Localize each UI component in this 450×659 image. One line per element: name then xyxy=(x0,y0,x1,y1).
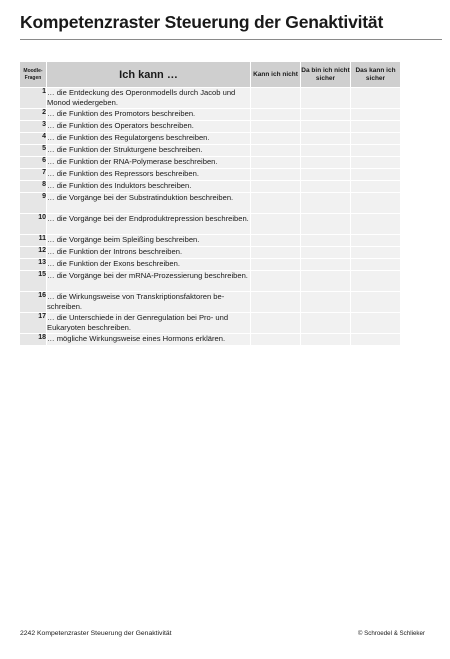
table-row xyxy=(20,214,401,235)
competence-text: … die Funktion des Promotors beschreiben. xyxy=(47,109,251,121)
competence-text: … die Funktion des Repressors beschreiben. xyxy=(47,169,251,181)
question-number: 9 xyxy=(20,193,47,214)
competence-text: … die Wirkungsweise von Transkriptionsfaktoren beschreiben. xyxy=(47,292,251,313)
check-cell-cannot[interactable] xyxy=(251,181,301,193)
question-number: 1 xyxy=(20,88,47,109)
check-cell-not-sure[interactable] xyxy=(301,121,351,133)
competence-text: … die Vorgänge beim Spleißing beschreiben. xyxy=(47,235,251,247)
check-cell-sure[interactable] xyxy=(351,214,401,235)
check-cell-not-sure[interactable] xyxy=(301,334,351,346)
check-cell-cannot[interactable] xyxy=(251,292,301,313)
competence-text: … die Funktion der RNA-Polymerase beschreiben. xyxy=(47,157,251,169)
check-cell-not-sure[interactable] xyxy=(301,235,351,247)
check-cell-sure[interactable] xyxy=(351,292,401,313)
competence-text: … die Funktion des Induktors beschreiben. xyxy=(47,181,251,193)
check-cell-not-sure[interactable] xyxy=(301,169,351,181)
check-cell-sure[interactable] xyxy=(351,235,401,247)
question-number: 5 xyxy=(20,145,47,157)
check-cell-sure[interactable] xyxy=(351,271,401,292)
check-cell-cannot[interactable] xyxy=(251,109,301,121)
check-cell-sure[interactable] xyxy=(351,247,401,259)
check-cell-not-sure[interactable] xyxy=(301,193,351,214)
check-cell-sure[interactable] xyxy=(351,169,401,181)
check-cell-sure[interactable] xyxy=(351,121,401,133)
question-number: 3 xyxy=(20,121,47,133)
check-cell-sure[interactable] xyxy=(351,334,401,346)
check-cell-sure[interactable] xyxy=(351,145,401,157)
question-number: 10 xyxy=(20,214,47,235)
competence-text: … die Funktion der Exons beschreiben. xyxy=(47,259,251,271)
check-cell-cannot[interactable] xyxy=(251,214,301,235)
check-cell-sure[interactable] xyxy=(351,157,401,169)
check-cell-not-sure[interactable] xyxy=(301,259,351,271)
question-number: 16 xyxy=(20,292,47,313)
table-row xyxy=(20,109,401,121)
check-cell-not-sure[interactable] xyxy=(301,313,351,334)
check-cell-not-sure[interactable] xyxy=(301,271,351,292)
table-row xyxy=(20,334,401,346)
table-body xyxy=(20,88,401,346)
question-number: 2 xyxy=(20,109,47,121)
table-row xyxy=(20,121,401,133)
table-row xyxy=(20,169,401,181)
competence-text: … die Entdeckung des Operonmodells durch Jacob und Monod wiedergeben. xyxy=(47,88,251,109)
table-row xyxy=(20,133,401,145)
question-number: 6 xyxy=(20,157,47,169)
header-sure: Das kann ich sicher xyxy=(351,62,401,88)
question-number: 8 xyxy=(20,181,47,193)
check-cell-sure[interactable] xyxy=(351,88,401,109)
competence-text: … die Vorgänge bei der mRNA-Prozessierung beschreiben. xyxy=(47,271,251,292)
check-cell-cannot[interactable] xyxy=(251,259,301,271)
competence-text: … die Unterschiede in der Genregulation bei Pro- und Eukaryoten beschreiben. xyxy=(47,313,251,334)
table-row xyxy=(20,145,401,157)
table-row xyxy=(20,157,401,169)
question-number: 11 xyxy=(20,235,47,247)
check-cell-cannot[interactable] xyxy=(251,145,301,157)
page-title: Kompetenzraster Steuerung der Genaktivität xyxy=(20,12,384,32)
table-row xyxy=(20,292,401,313)
check-cell-not-sure[interactable] xyxy=(301,292,351,313)
check-cell-sure[interactable] xyxy=(351,193,401,214)
check-cell-not-sure[interactable] xyxy=(301,109,351,121)
check-cell-cannot[interactable] xyxy=(251,88,301,109)
competence-text: … die Funktion der Introns beschreiben. xyxy=(47,247,251,259)
table-row xyxy=(20,88,401,109)
check-cell-not-sure[interactable] xyxy=(301,88,351,109)
check-cell-sure[interactable] xyxy=(351,133,401,145)
check-cell-not-sure[interactable] xyxy=(301,157,351,169)
check-cell-cannot[interactable] xyxy=(251,247,301,259)
check-cell-cannot[interactable] xyxy=(251,133,301,145)
question-number: 15 xyxy=(20,271,47,292)
table-row xyxy=(20,193,401,214)
question-number: 17 xyxy=(20,313,47,334)
check-cell-not-sure[interactable] xyxy=(301,133,351,145)
check-cell-cannot[interactable] xyxy=(251,271,301,292)
competence-table xyxy=(19,61,401,346)
table-row xyxy=(20,313,401,334)
check-cell-cannot[interactable] xyxy=(251,313,301,334)
check-cell-cannot[interactable] xyxy=(251,334,301,346)
check-cell-cannot[interactable] xyxy=(251,157,301,169)
footer-copyright: © Schroedel & Schlieker xyxy=(357,630,425,637)
check-cell-sure[interactable] xyxy=(351,109,401,121)
check-cell-not-sure[interactable] xyxy=(301,214,351,235)
question-number: 18 xyxy=(20,334,47,346)
competence-text: … mögliche Wirkungsweise eines Hormons erklären. xyxy=(47,334,251,346)
table-row xyxy=(20,181,401,193)
competence-text: … die Funktion des Operators beschreiben. xyxy=(47,121,251,133)
check-cell-cannot[interactable] xyxy=(251,121,301,133)
check-cell-cannot[interactable] xyxy=(251,193,301,214)
header-i-can: Ich kann … xyxy=(47,62,251,88)
competence-text: … die Vorgänge bei der Endproduktrepression beschreiben. xyxy=(47,214,251,235)
competence-text: … die Funktion der Strukturgene beschreiben. xyxy=(47,145,251,157)
check-cell-sure[interactable] xyxy=(351,313,401,334)
title-divider xyxy=(20,39,442,40)
question-number: 12 xyxy=(20,247,47,259)
check-cell-not-sure[interactable] xyxy=(301,181,351,193)
question-number: 7 xyxy=(20,169,47,181)
question-number: 13 xyxy=(20,259,47,271)
footer-document-title: 2242 Kompetenzraster Steuerung der Genaktivität xyxy=(20,630,172,637)
check-cell-not-sure[interactable] xyxy=(301,145,351,157)
competence-text: … die Vorgänge bei der Substratinduktion beschreiben. xyxy=(47,193,251,214)
header-cannot: Kann ich nicht xyxy=(251,62,301,88)
table-row xyxy=(20,259,401,271)
question-number: 4 xyxy=(20,133,47,145)
header-not-sure: Da bin ich nicht sicher xyxy=(301,62,351,88)
header-moodle-questions: Moodle-Fragen xyxy=(20,62,47,88)
check-cell-sure[interactable] xyxy=(351,181,401,193)
competence-text: … die Funktion des Regulatorgens beschreiben. xyxy=(47,133,251,145)
table-row xyxy=(20,247,401,259)
check-cell-cannot[interactable] xyxy=(251,169,301,181)
table-header-row xyxy=(20,62,401,88)
check-cell-cannot[interactable] xyxy=(251,235,301,247)
check-cell-sure[interactable] xyxy=(351,259,401,271)
table-row xyxy=(20,235,401,247)
check-cell-not-sure[interactable] xyxy=(301,247,351,259)
table-row xyxy=(20,271,401,292)
